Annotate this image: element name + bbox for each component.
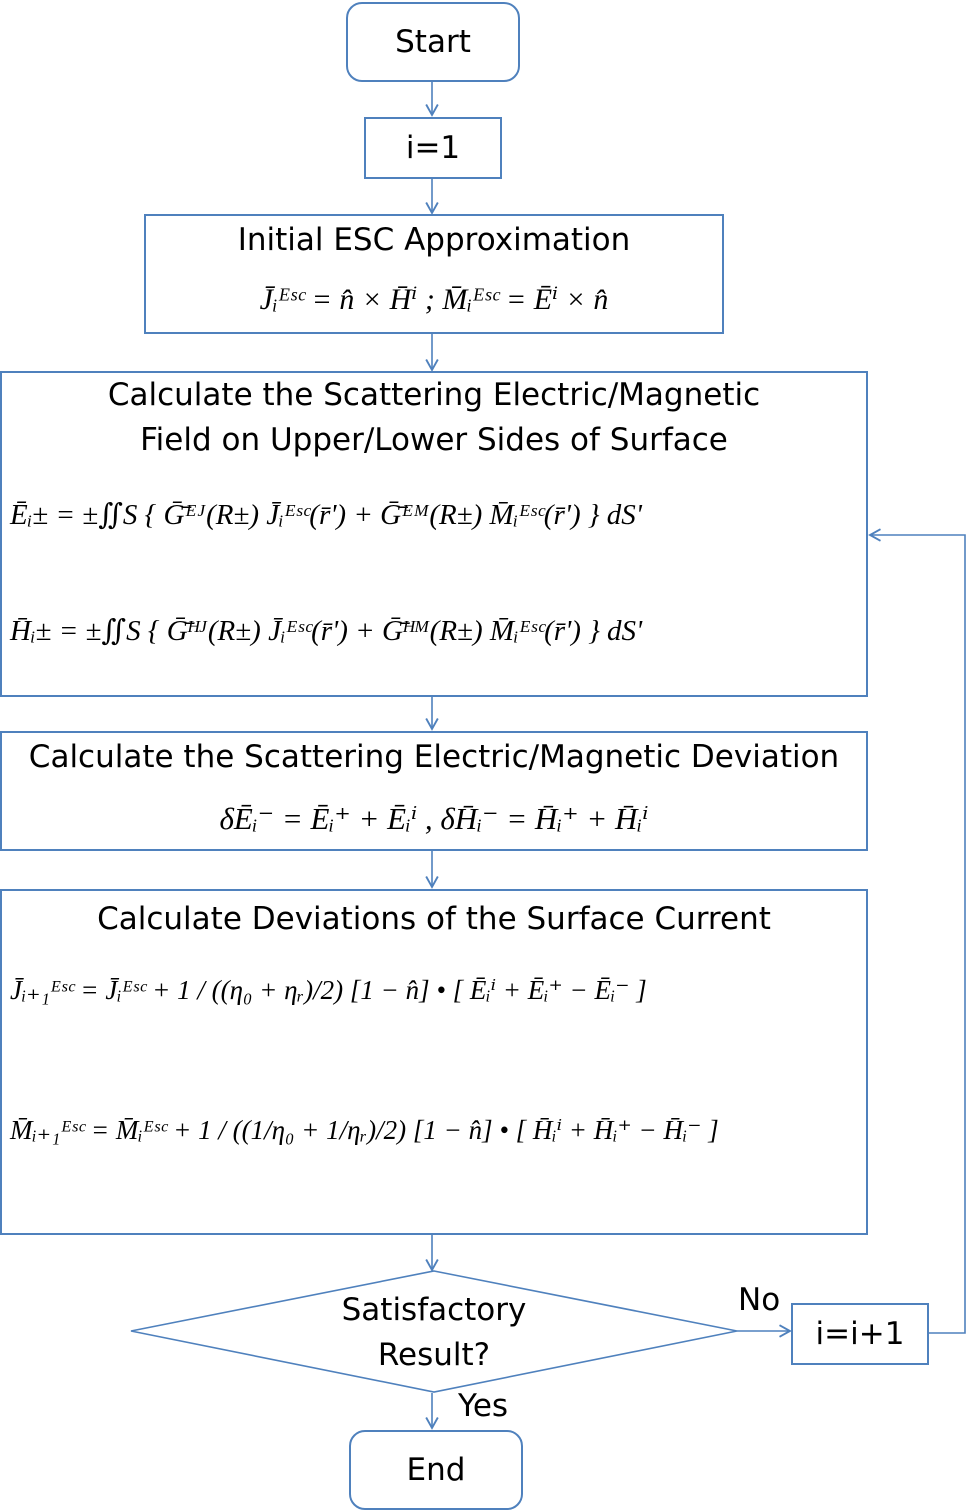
initial-approximation-box xyxy=(144,214,724,334)
decision-label-line2: Result? xyxy=(377,1336,491,1373)
init-index-label: i=1 xyxy=(405,130,461,166)
scattering-field-equation-e: Ēᵢ± = ±∬S { Ḡ̄ᴱᴶ(R±) J̄ᵢᴱˢᶜ(r̄') + Ḡ̄ᴱᴹ(R±) M̄ᵢᴱˢᶜ(r̄') } dS' xyxy=(10,499,642,531)
surface-current-title: Calculate Deviations of the Surface Current xyxy=(97,901,771,937)
scattering-field-title-line1: Calculate the Scattering Electric/Magnetic xyxy=(107,377,761,413)
increment-box xyxy=(791,1303,929,1365)
branch-no-label: No xyxy=(738,1282,781,1318)
deviation-box xyxy=(0,731,868,851)
surface-current-equation-j: J̄ᵢ₊₁ᴱˢᶜ = J̄ᵢᴱˢᶜ + 1 / ((η₀ + ηᵣ)/2) [1 − n̂] • [ Ēᵢⁱ + Ēᵢ⁺ − Ēᵢ⁻ ] xyxy=(10,975,647,1005)
deviation-equation: δĒᵢ⁻ = Ēᵢ⁺ + Ēᵢⁱ , δH̄ᵢ⁻ = H̄ᵢ⁺ + H̄ᵢⁱ xyxy=(219,801,649,836)
end-label: End xyxy=(406,1452,466,1488)
start-label: Start xyxy=(395,24,471,60)
scattering-field-title-line2: Field on Upper/Lower Sides of Surface xyxy=(140,422,728,458)
initial-approximation-title: Initial ESC Approximation xyxy=(237,222,631,258)
scattering-field-equation-h: H̄ᵢ± = ±∬S { Ḡ̄ᴴᴶ(R±) J̄ᵢᴱˢᶜ(r̄') + Ḡ̄ᴴᴹ(R±) M̄ᵢᴱˢᶜ(r̄') } dS' xyxy=(10,615,643,647)
increment-label: i=i+1 xyxy=(815,1316,905,1352)
arrow-increment-loop-back xyxy=(870,535,965,1333)
initial-approximation-equation: J̄ᵢᴱˢᶜ = n̂ × H̄ⁱ ; M̄ᵢᴱˢᶜ = Ēⁱ × n̂ xyxy=(259,283,609,316)
deviation-title: Calculate the Scattering Electric/Magnetic Deviation xyxy=(28,739,840,775)
surface-current-equation-m: M̄ᵢ₊₁ᴱˢᶜ = M̄ᵢᴱˢᶜ + 1 / ((1/η₀ + 1/ηᵣ)/2) [1 − n̂] • [ H̄ᵢⁱ + H̄ᵢ⁺ − H̄ᵢ⁻ ] xyxy=(10,1115,719,1145)
scattering-field-box xyxy=(0,371,868,697)
decision-label-line1: Satisfactory xyxy=(341,1292,527,1328)
decision-label xyxy=(284,1288,584,1378)
init-index-box xyxy=(364,117,502,179)
start-terminal xyxy=(346,2,520,82)
surface-current-box xyxy=(0,889,868,1235)
branch-yes-label: Yes xyxy=(458,1388,509,1424)
end-terminal xyxy=(349,1430,523,1510)
